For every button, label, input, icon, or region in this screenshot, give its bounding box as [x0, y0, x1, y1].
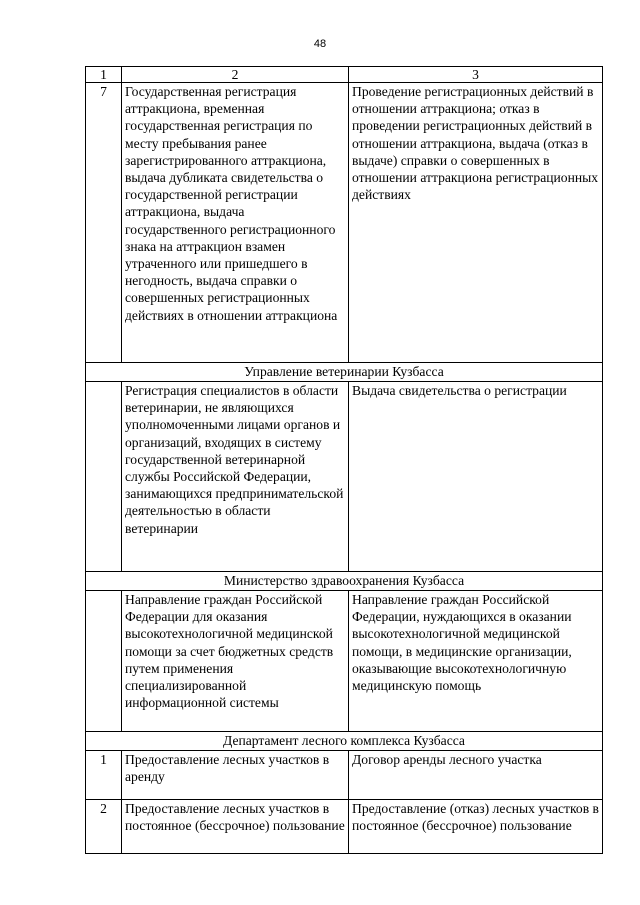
- table-header-row: [86, 67, 603, 83]
- service-result-cell: Направление граждан Российской Федерации, нуждающихся в оказании высокотехнологичной медицинской помощи, в медицинские организации, оказывающие высокотехнологичную медицинскую помощь: [349, 591, 603, 732]
- service-name-cell: Направление граждан Российской Федерации для оказания высокотехнологичной медицинской помощи за счет бюджетных средств путем применения специализированной информационной системы: [122, 591, 349, 732]
- page-number: 48: [313, 38, 327, 50]
- service-name-cell: Предоставление лесных участков в постоянное (бессрочное) пользование: [122, 800, 349, 854]
- service-name-cell: Регистрация специалистов в области ветеринарии, не являющихся уполномоченными лицами органов и организаций, входящих в систему государственной ветеринарной службы Российской Федерации, занимающихся предпринимательской деятельностью в области ветеринарии: [122, 382, 349, 572]
- section-title-health: Министерство здравоохранения Кузбасса: [86, 572, 603, 591]
- section-row: [86, 572, 603, 591]
- table-row: [86, 83, 603, 363]
- table-row: [86, 800, 603, 854]
- column-header-1: 1: [86, 67, 122, 83]
- column-header-3: 3: [349, 67, 603, 83]
- row-number: 1: [86, 751, 122, 800]
- table-row: [86, 382, 603, 572]
- row-number: [86, 591, 122, 732]
- table-row: [86, 751, 603, 800]
- service-name-cell: Предоставление лесных участков в аренду: [122, 751, 349, 800]
- row-number: [86, 382, 122, 572]
- services-table: [85, 66, 603, 854]
- row-number: 7: [86, 83, 122, 363]
- row-number: 2: [86, 800, 122, 854]
- service-result-cell: Договор аренды лесного участка: [349, 751, 603, 800]
- column-header-2: 2: [122, 67, 349, 83]
- section-title-forestry: Департамент лесного комплекса Кузбасса: [86, 732, 603, 751]
- service-result-cell: Выдача свидетельства о регистрации: [349, 382, 603, 572]
- section-row: [86, 363, 603, 382]
- table-row: [86, 591, 603, 732]
- section-row: [86, 732, 603, 751]
- service-name-cell: Государственная регистрация аттракциона, временная государственная регистрация по месту пребывания ранее зарегистрированного аттракциона, выдача дубликата свидетельства о государственной регистрации аттракциона, выдача государственного регистрационного знака на аттракцион взамен утраченного или пришедшего в негодность, выдача справки о совершенных регистрационных действиях в отношении аттракциона: [122, 83, 349, 363]
- service-result-cell: Предоставление (отказ) лесных участков в постоянное (бессрочное) пользование: [349, 800, 603, 854]
- section-title-veterinary: Управление ветеринарии Кузбасса: [86, 363, 603, 382]
- service-result-cell: Проведение регистрационных действий в отношении аттракциона; отказ в проведении регистрационных действий в отношении аттракциона, выдача (отказ в выдаче) справки о совершенных в отношении аттракциона регистрационных действиях: [349, 83, 603, 363]
